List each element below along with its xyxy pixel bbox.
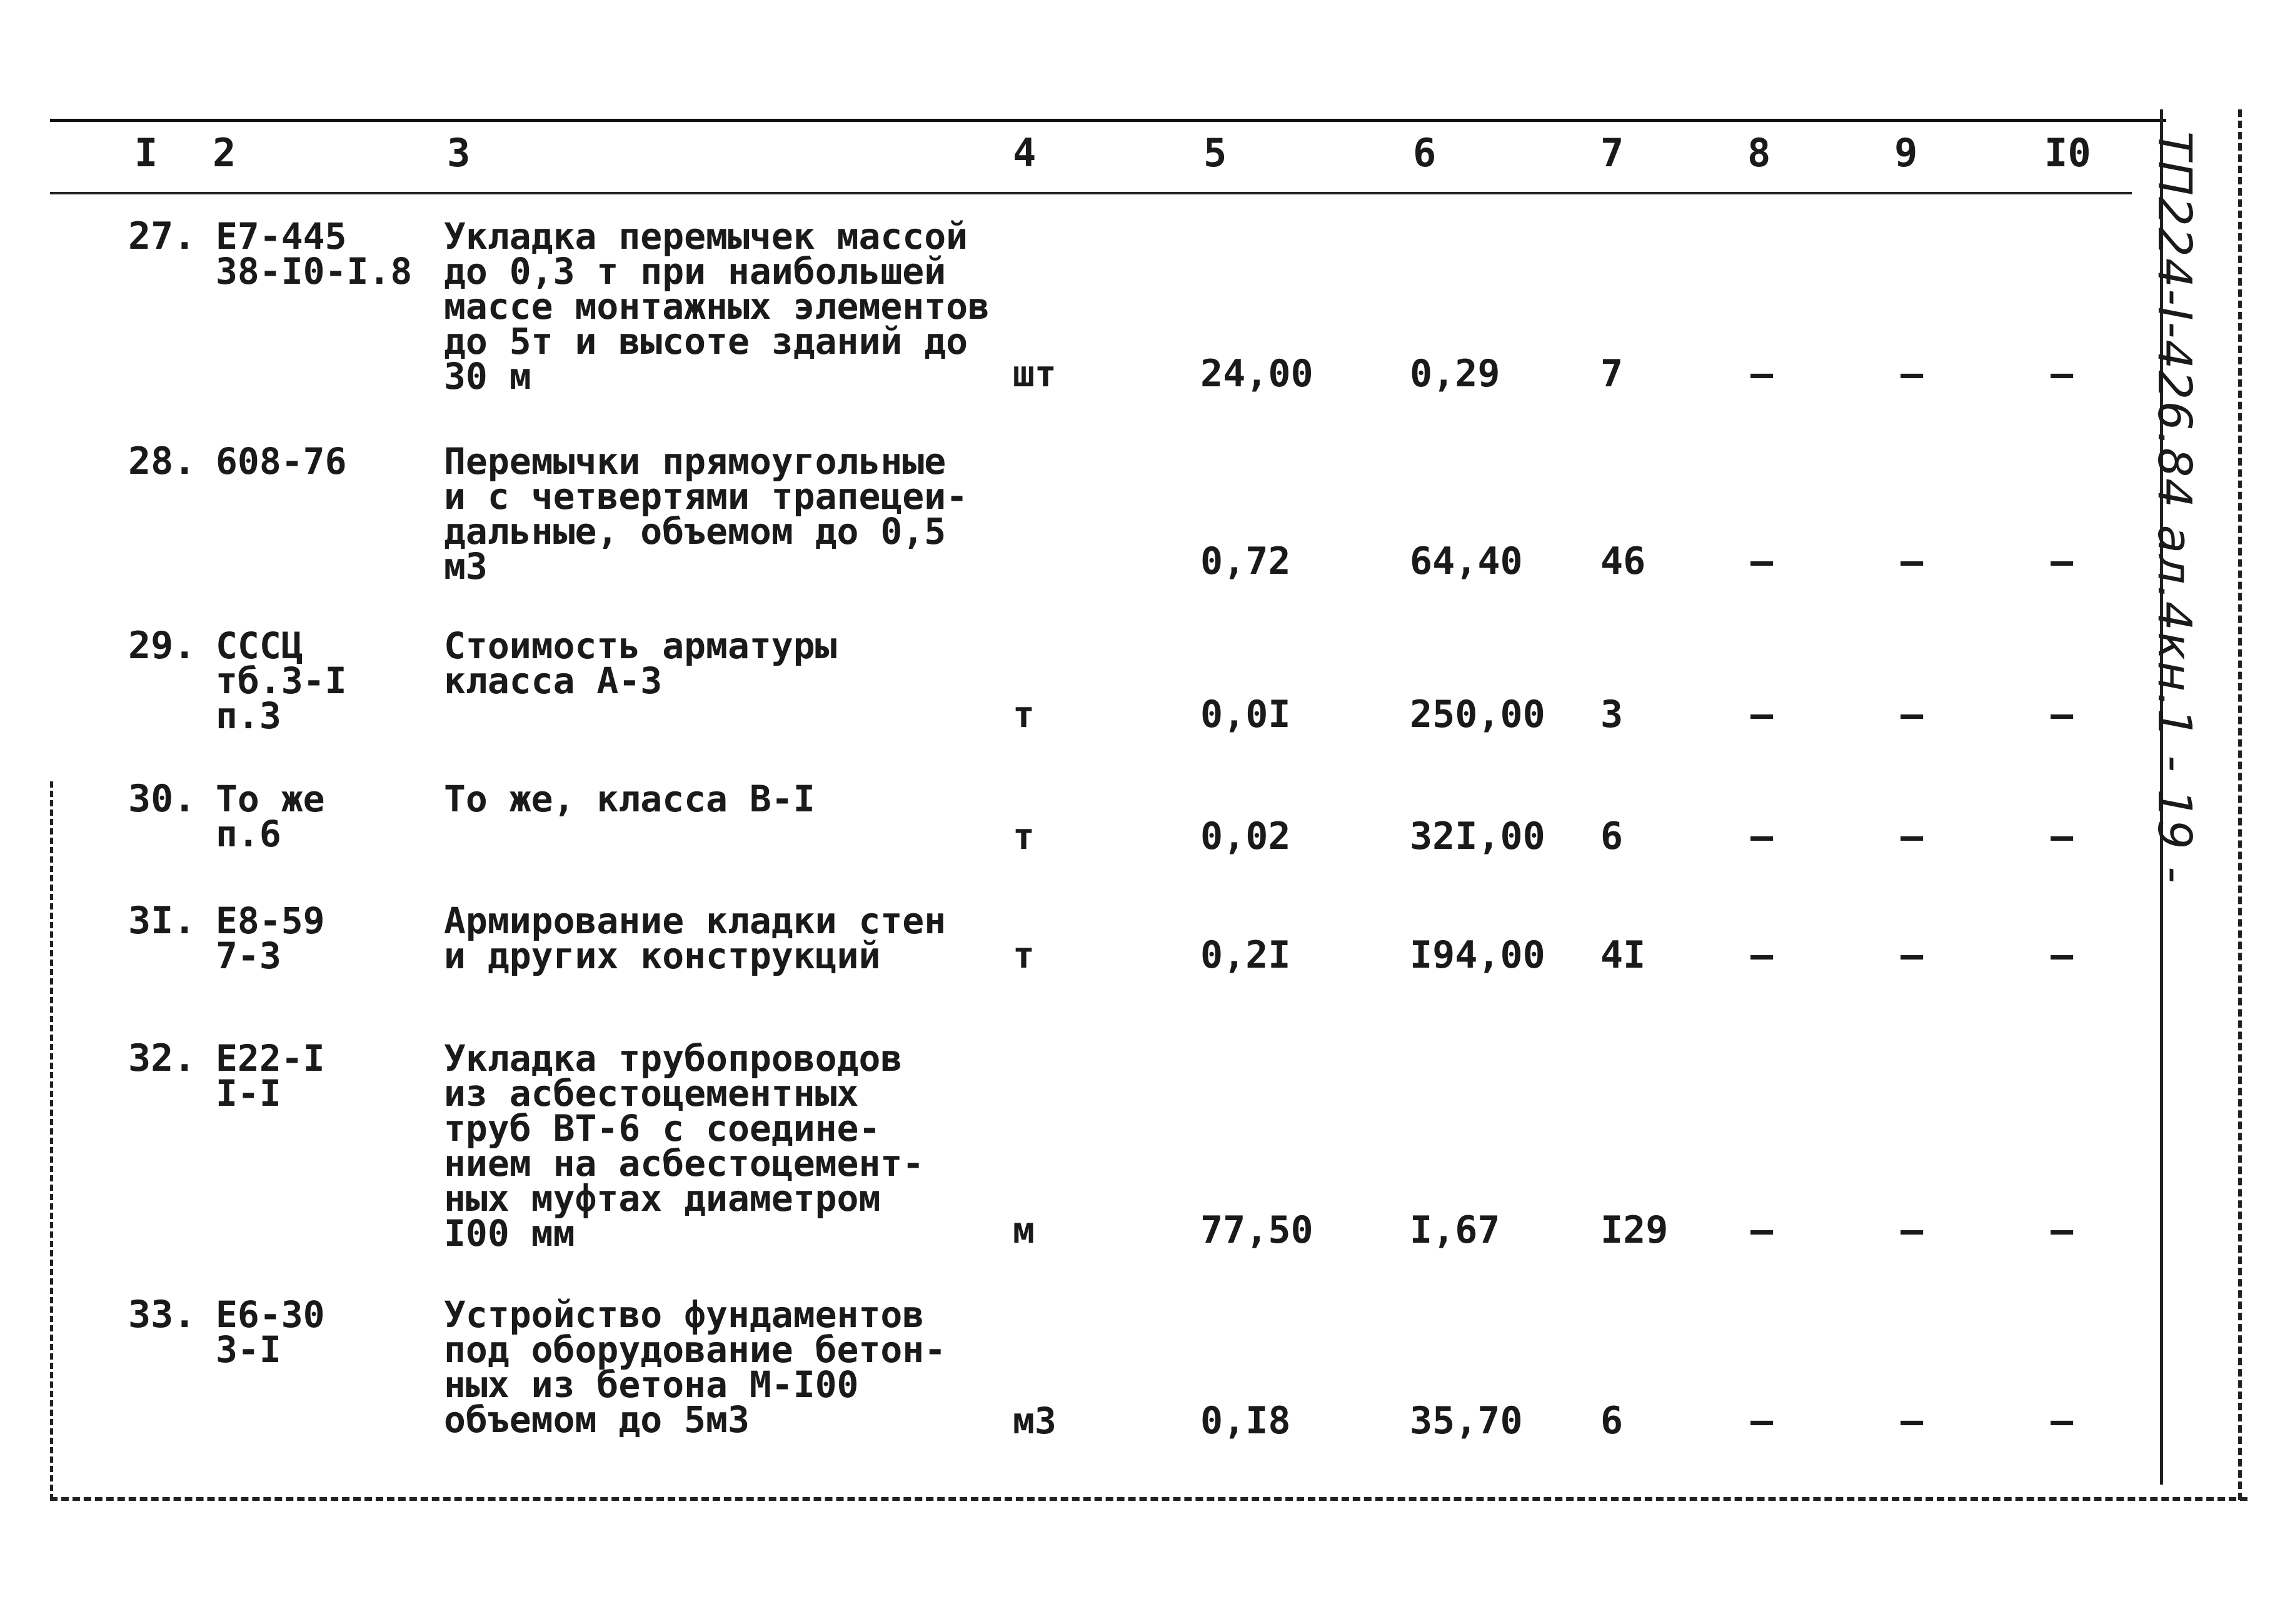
unit-price: 32I,00 xyxy=(1410,815,1545,858)
unit-price: 35,70 xyxy=(1410,1399,1523,1443)
row-number: 3I. xyxy=(128,899,196,943)
col-9-value: – xyxy=(1901,1208,1924,1252)
quantity: 0,72 xyxy=(1200,539,1291,583)
unit-price: 250,00 xyxy=(1410,693,1545,736)
work-description: То же, класса В-I xyxy=(444,778,815,820)
quantity: 0,2I xyxy=(1200,933,1291,977)
document-stamp: ТП224-I-426.84 ал.4кн.1 - 19 - xyxy=(2147,131,2201,885)
col-10-value: – xyxy=(2051,933,2074,977)
row-number: 28. xyxy=(128,439,196,483)
row-number: 27. xyxy=(128,214,196,258)
row-number: 33. xyxy=(128,1293,196,1336)
col-header-6: 6 xyxy=(1413,130,1437,176)
col-8-value: – xyxy=(1750,1399,1774,1443)
unit-price: I,67 xyxy=(1410,1208,1500,1252)
col-header-1: I xyxy=(134,130,158,176)
col-10-value: – xyxy=(2051,352,2074,396)
col-8-value: – xyxy=(1750,815,1774,858)
quantity: 0,I8 xyxy=(1200,1399,1291,1443)
total-cost: 46 xyxy=(1600,539,1646,583)
frame-bottom-line xyxy=(50,1497,2247,1501)
work-description: Перемычки прямоугольные и с четвертями трапецеи- дальные, объемом до 0,5 м3 xyxy=(444,440,968,588)
col-header-7: 7 xyxy=(1600,130,1624,176)
total-cost: 6 xyxy=(1600,815,1624,858)
work-description: Укладка трубопроводов из асбестоцементных труб ВТ-6 с соедине- нием на асбестоцемент- ных муфтах диаметром I00 мм xyxy=(444,1037,925,1255)
total-cost: I29 xyxy=(1600,1208,1669,1252)
col-header-8: 8 xyxy=(1747,130,1771,176)
unit: м3 xyxy=(1013,1400,1057,1442)
unit: шт xyxy=(1013,353,1057,395)
norm-code: СССЦ тб.3-I п.3 xyxy=(216,624,347,737)
unit-price: 64,40 xyxy=(1410,539,1523,583)
col-8-value: – xyxy=(1750,352,1774,396)
col-8-value: – xyxy=(1750,1208,1774,1252)
work-description: Устройство фундаментов под оборудование бетон- ных из бетона М-I00 объемом до 5м3 xyxy=(444,1293,947,1441)
col-8-value: – xyxy=(1750,933,1774,977)
col-header-9: 9 xyxy=(1894,130,1918,176)
norm-code: 608-76 xyxy=(216,440,347,483)
work-description: Укладка перемычек массой до 0,3 т при наибольшей массе монтажных элементов до 5т и высоте зданий до 30 м xyxy=(444,215,990,398)
quantity: 0,0I xyxy=(1200,693,1291,736)
quantity: 0,02 xyxy=(1200,815,1291,858)
norm-code: Е8-59 7-3 xyxy=(216,900,325,977)
row-number: 32. xyxy=(128,1036,196,1080)
quantity: 24,00 xyxy=(1200,352,1313,396)
col-header-3: 3 xyxy=(447,130,471,176)
unit-price: 0,29 xyxy=(1410,352,1500,396)
unit: т xyxy=(1013,815,1035,858)
total-cost: 3 xyxy=(1600,693,1624,736)
norm-code: Е7-445 38-I0-I.8 xyxy=(216,215,413,293)
work-description: Армирование кладки стен и других конструкций xyxy=(444,900,947,977)
col-header-2: 2 xyxy=(213,130,236,176)
quantity: 77,50 xyxy=(1200,1208,1313,1252)
col-8-value: – xyxy=(1750,693,1774,736)
col-9-value: – xyxy=(1901,539,1924,583)
unit: т xyxy=(1013,934,1035,976)
col-9-value: – xyxy=(1901,352,1924,396)
work-description: Стоимость арматуры класса А-3 xyxy=(444,624,837,702)
col-10-value: – xyxy=(2051,1399,2074,1443)
col-8-value: – xyxy=(1750,539,1774,583)
unit-price: I94,00 xyxy=(1410,933,1545,977)
frame-top-line xyxy=(50,119,2166,122)
col-header-5: 5 xyxy=(1203,130,1227,176)
norm-code: То же п.6 xyxy=(216,778,325,855)
col-10-value: – xyxy=(2051,815,2074,858)
total-cost: 6 xyxy=(1600,1399,1624,1443)
unit: м xyxy=(1013,1209,1035,1251)
col-9-value: – xyxy=(1901,933,1924,977)
norm-code: Е22-I I-I xyxy=(216,1037,325,1115)
frame-right-line xyxy=(2238,109,2242,1500)
row-number: 30. xyxy=(128,777,196,821)
unit: т xyxy=(1013,693,1035,736)
header-divider-line xyxy=(50,192,2132,194)
col-header-10: I0 xyxy=(2044,130,2091,176)
total-cost: 7 xyxy=(1600,352,1624,396)
col-10-value: – xyxy=(2051,1208,2074,1252)
col-9-value: – xyxy=(1901,815,1924,858)
col-header-4: 4 xyxy=(1013,130,1037,176)
col-10-value: – xyxy=(2051,693,2074,736)
col-9-value: – xyxy=(1901,1399,1924,1443)
frame-left-line xyxy=(50,781,53,1500)
row-number: 29. xyxy=(128,624,196,668)
col-9-value: – xyxy=(1901,693,1924,736)
norm-code: Е6-30 3-I xyxy=(216,1293,325,1371)
col-10-value: – xyxy=(2051,539,2074,583)
total-cost: 4I xyxy=(1600,933,1646,977)
